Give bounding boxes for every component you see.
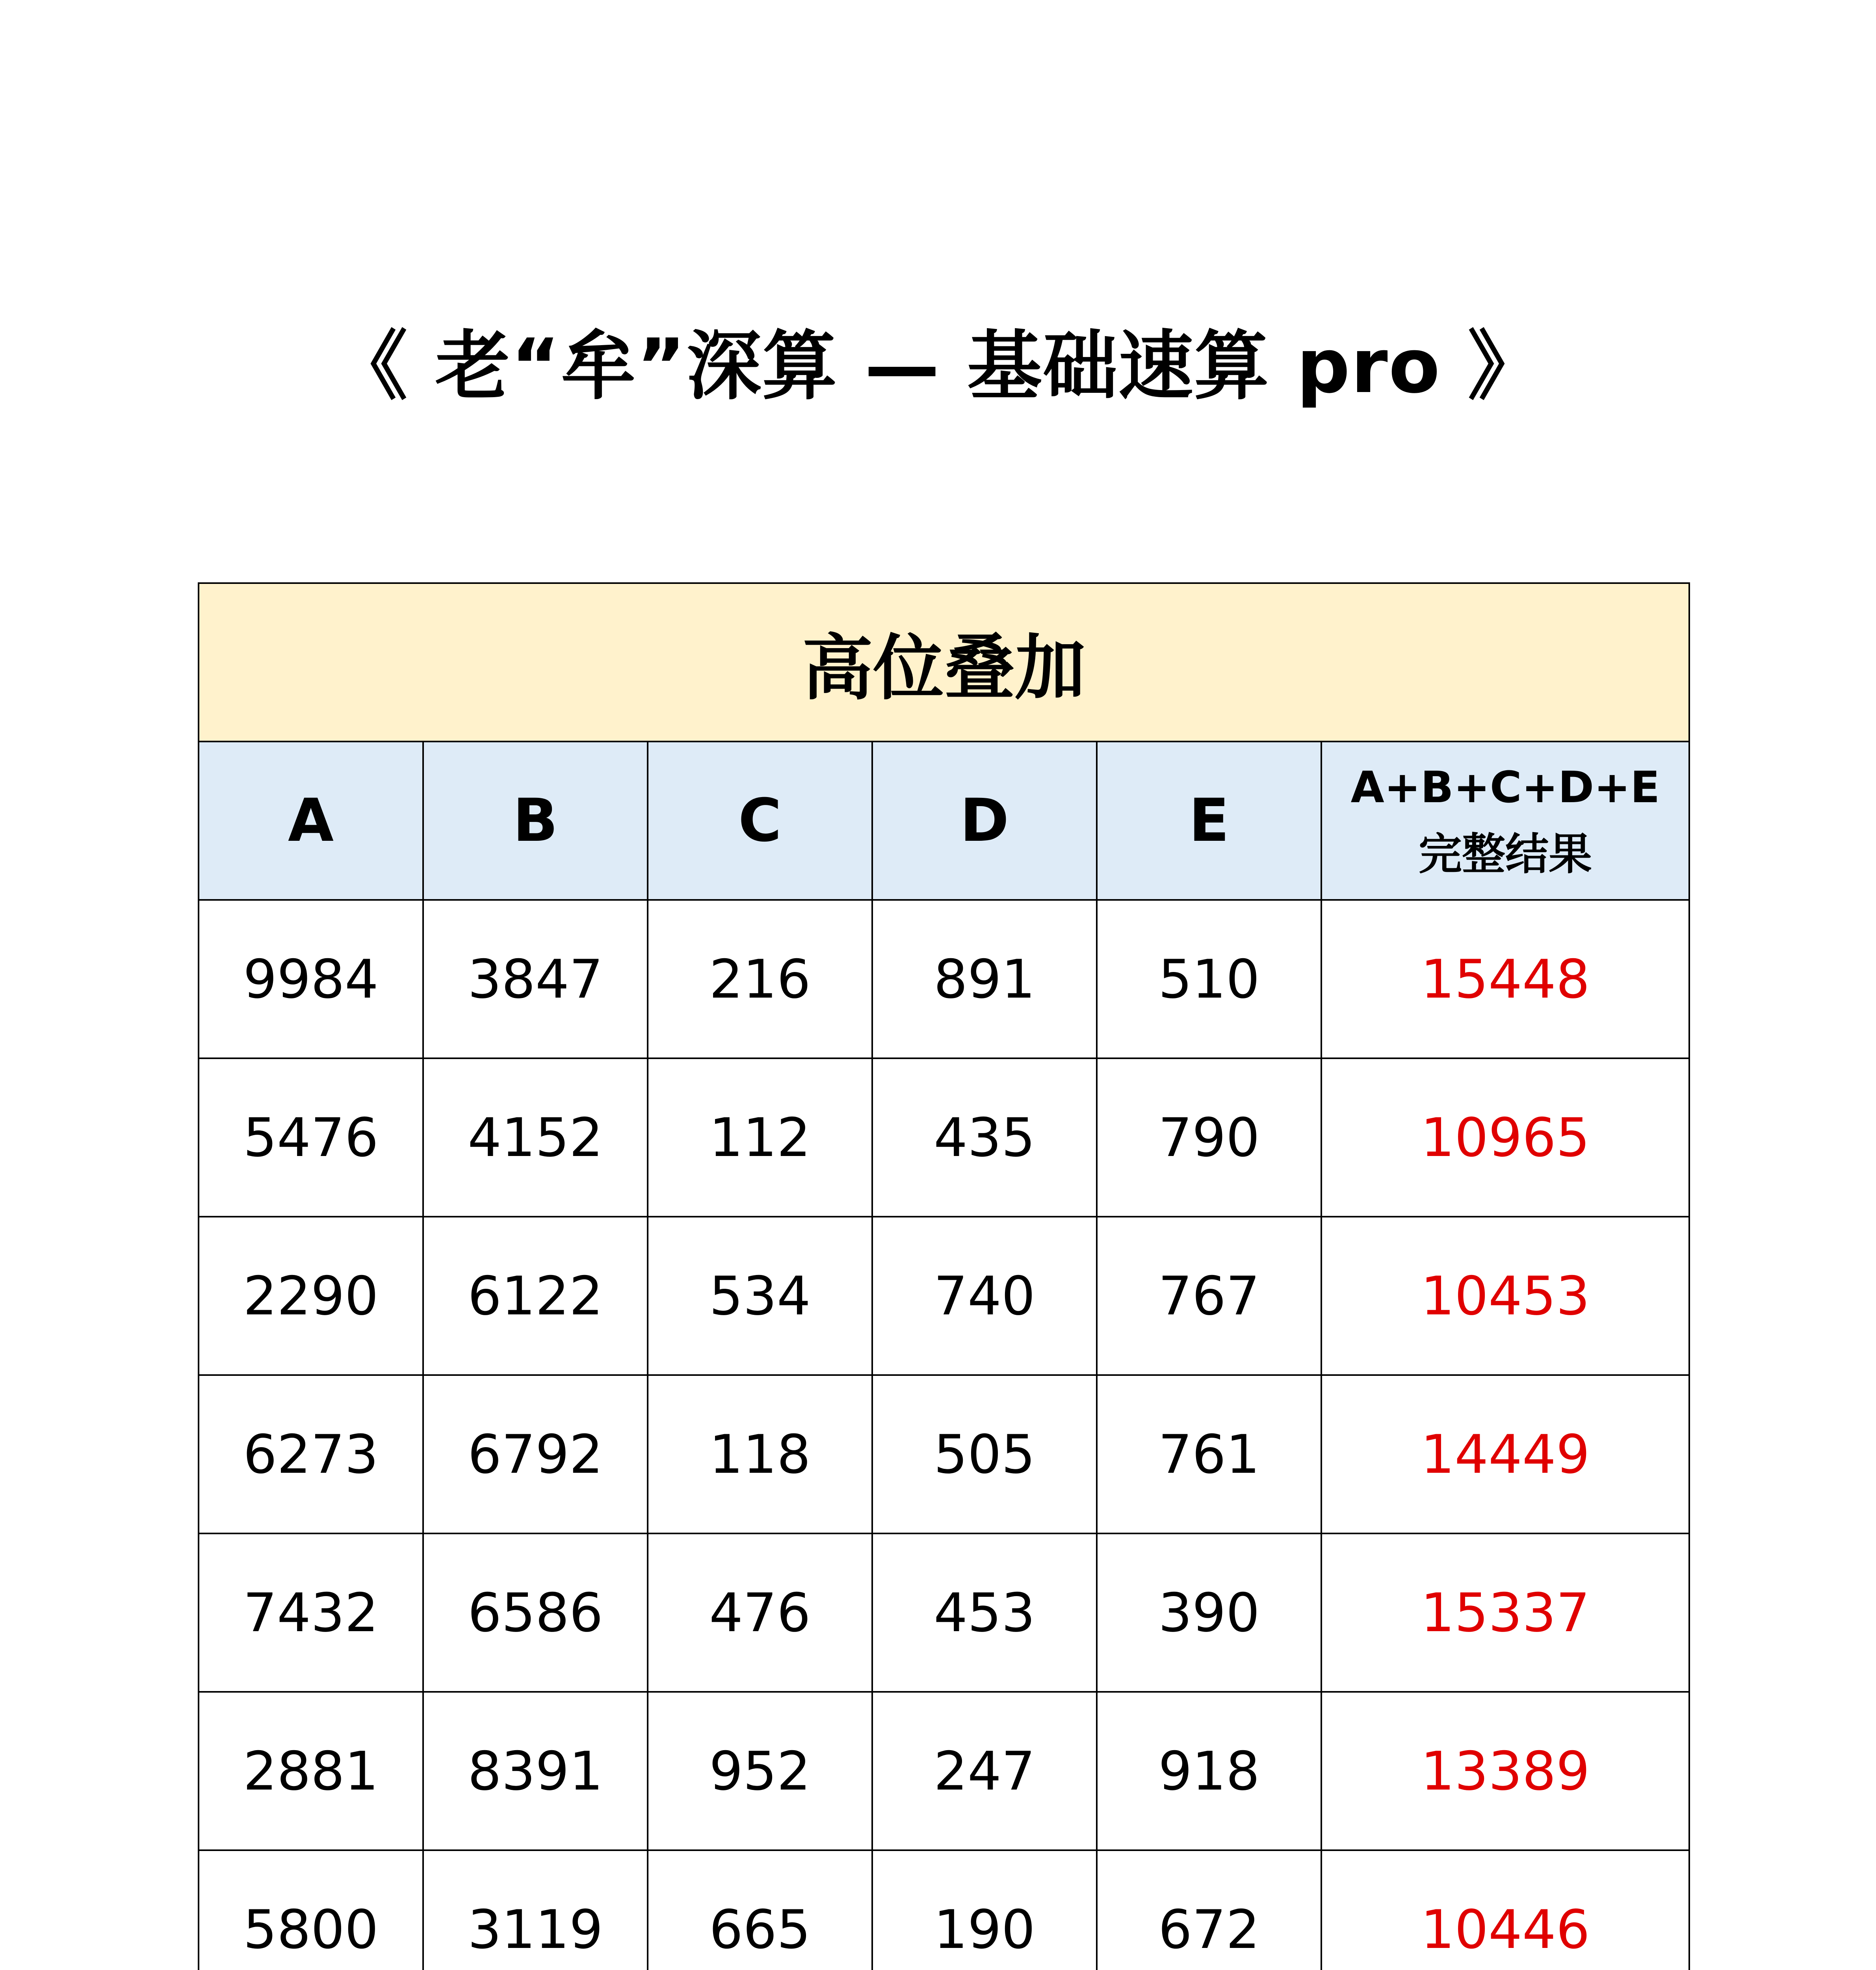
table-row: [199, 900, 1689, 1058]
cell-d: 435: [872, 1058, 1097, 1217]
column-header-b: B: [423, 742, 648, 900]
table-row: [199, 1850, 1689, 1970]
cell-result: 14449: [1321, 1375, 1689, 1533]
cell-b: 6586: [423, 1533, 648, 1692]
column-header-result: [1321, 742, 1689, 900]
cell-e: 672: [1097, 1850, 1321, 1970]
table-row: [199, 1058, 1689, 1217]
cell-e: 390: [1097, 1533, 1321, 1692]
cell-result: 15337: [1321, 1533, 1689, 1692]
cell-result: 13389: [1321, 1692, 1689, 1850]
cell-a: 5800: [199, 1850, 423, 1970]
column-header-c: C: [648, 742, 872, 900]
result-header-formula: A+B+C+D+E: [1350, 762, 1660, 812]
cell-b: 8391: [423, 1692, 648, 1850]
cell-a: 2290: [199, 1217, 423, 1375]
cell-d: 740: [872, 1217, 1097, 1375]
cell-b: 3119: [423, 1850, 648, 1970]
cell-b: 6122: [423, 1217, 648, 1375]
page-title: 《 老“牟”深算 — 基础速算 pro 》: [332, 323, 1544, 410]
result-header-label: 完整结果: [1419, 829, 1592, 879]
table-body: [199, 900, 1689, 1970]
cell-a: 5476: [199, 1058, 423, 1217]
column-header-a: A: [199, 742, 423, 900]
cell-e: 510: [1097, 900, 1321, 1058]
cell-b: 6792: [423, 1375, 648, 1533]
cell-e: 918: [1097, 1692, 1321, 1850]
cell-c: 112: [648, 1058, 872, 1217]
section-title: 高位叠加: [199, 583, 1689, 742]
table-row: [199, 1217, 1689, 1375]
cell-result: 10453: [1321, 1217, 1689, 1375]
cell-c: 952: [648, 1692, 872, 1850]
cell-a: 9984: [199, 900, 423, 1058]
cell-a: 7432: [199, 1533, 423, 1692]
cell-c: 665: [648, 1850, 872, 1970]
cell-d: 505: [872, 1375, 1097, 1533]
cell-result: 15448: [1321, 900, 1689, 1058]
table-row: [199, 1375, 1689, 1533]
calculation-table: [198, 582, 1690, 1970]
table-row: [199, 1692, 1689, 1850]
cell-a: 6273: [199, 1375, 423, 1533]
cell-e: 790: [1097, 1058, 1321, 1217]
cell-d: 891: [872, 900, 1097, 1058]
cell-result: 10446: [1321, 1850, 1689, 1970]
cell-d: 247: [872, 1692, 1097, 1850]
column-header-e: E: [1097, 742, 1321, 900]
cell-c: 534: [648, 1217, 872, 1375]
cell-e: 767: [1097, 1217, 1321, 1375]
cell-b: 3847: [423, 900, 648, 1058]
cell-c: 118: [648, 1375, 872, 1533]
cell-d: 453: [872, 1533, 1097, 1692]
cell-c: 216: [648, 900, 872, 1058]
cell-a: 2881: [199, 1692, 423, 1850]
cell-d: 190: [872, 1850, 1097, 1970]
cell-c: 476: [648, 1533, 872, 1692]
table-row: [199, 1533, 1689, 1692]
cell-result: 10965: [1321, 1058, 1689, 1217]
column-header-d: D: [872, 742, 1097, 900]
cell-b: 4152: [423, 1058, 648, 1217]
cell-e: 761: [1097, 1375, 1321, 1533]
